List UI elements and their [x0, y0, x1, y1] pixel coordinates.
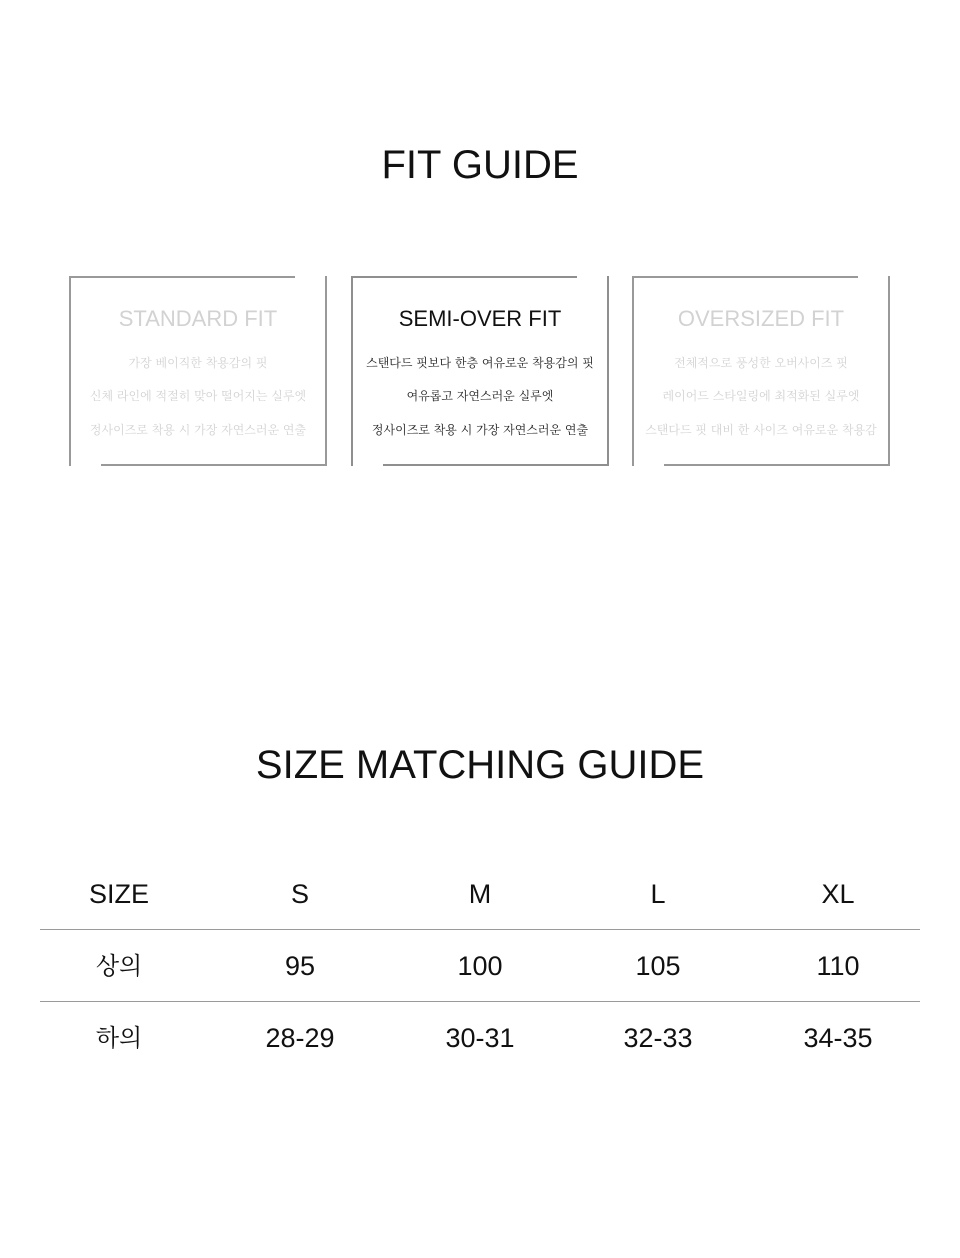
- table-header-cell: S: [290, 879, 309, 909]
- table-header-row: [40, 858, 920, 930]
- table-row: [40, 930, 920, 1002]
- card-border-top: [69, 276, 295, 278]
- table-cell: 28-29: [265, 1023, 335, 1053]
- fit-card-description: 가장 베이직한 착용감의 핏: [128, 356, 268, 370]
- fit-card-description: 전체적으로 풍성한 오버사이즈 핏: [674, 356, 848, 370]
- fit-card-description: 정사이즈로 착용 시 가장 자연스러운 연출: [371, 423, 589, 437]
- table-row-label: 상의: [95, 952, 143, 980]
- size-table: [40, 858, 920, 1074]
- fit-guide-title: FIT GUIDE: [381, 143, 579, 187]
- table-cell: 30-31: [445, 1023, 515, 1053]
- fit-card-title: OVERSIZED FIT: [677, 306, 845, 331]
- table-cell: 105: [635, 951, 681, 981]
- table-header-cell: L: [650, 879, 666, 909]
- table-row-label: 하의: [95, 1024, 143, 1052]
- fit-card-standard[interactable]: [69, 276, 327, 466]
- table-cell: 95: [284, 951, 316, 981]
- table-cell: 34-35: [803, 1023, 873, 1053]
- fit-card-description: 여유롭고 자연스러운 실루엣: [406, 389, 554, 403]
- table-header-cell: SIZE: [88, 879, 149, 909]
- size-guide-title: SIZE MATCHING GUIDE: [255, 743, 705, 787]
- fit-card-semi-over[interactable]: [351, 276, 609, 466]
- card-border-bottom: [101, 464, 327, 466]
- fit-card-description: 스탠다드 핏 대비 한 사이즈 여유로운 착용감: [645, 423, 877, 437]
- fit-card-title: SEMI-OVER FIT: [398, 306, 562, 331]
- fit-card-description: 레이어드 스타일링에 최적화된 실루엣: [662, 389, 860, 403]
- table-header-cell: XL: [821, 879, 855, 909]
- fit-card-oversized[interactable]: [632, 276, 890, 466]
- table-cell: 100: [457, 951, 503, 981]
- card-border-bottom: [383, 464, 609, 466]
- card-border-bottom: [664, 464, 890, 466]
- table-cell: 32-33: [623, 1023, 693, 1053]
- table-header-cell: M: [468, 879, 492, 909]
- card-border-top: [632, 276, 858, 278]
- fit-card-title: STANDARD FIT: [118, 306, 278, 331]
- card-border-top: [351, 276, 577, 278]
- table-row: [40, 1002, 920, 1074]
- fit-card-description: 신체 라인에 적절히 맞아 떨어지는 실루엣: [89, 389, 307, 403]
- table-cell: 110: [816, 951, 860, 981]
- fit-card-description: 정사이즈로 착용 시 가장 자연스러운 연출: [89, 423, 307, 437]
- fit-card-description: 스탠다드 핏보다 한층 여유로운 착용감의 핏: [366, 356, 594, 370]
